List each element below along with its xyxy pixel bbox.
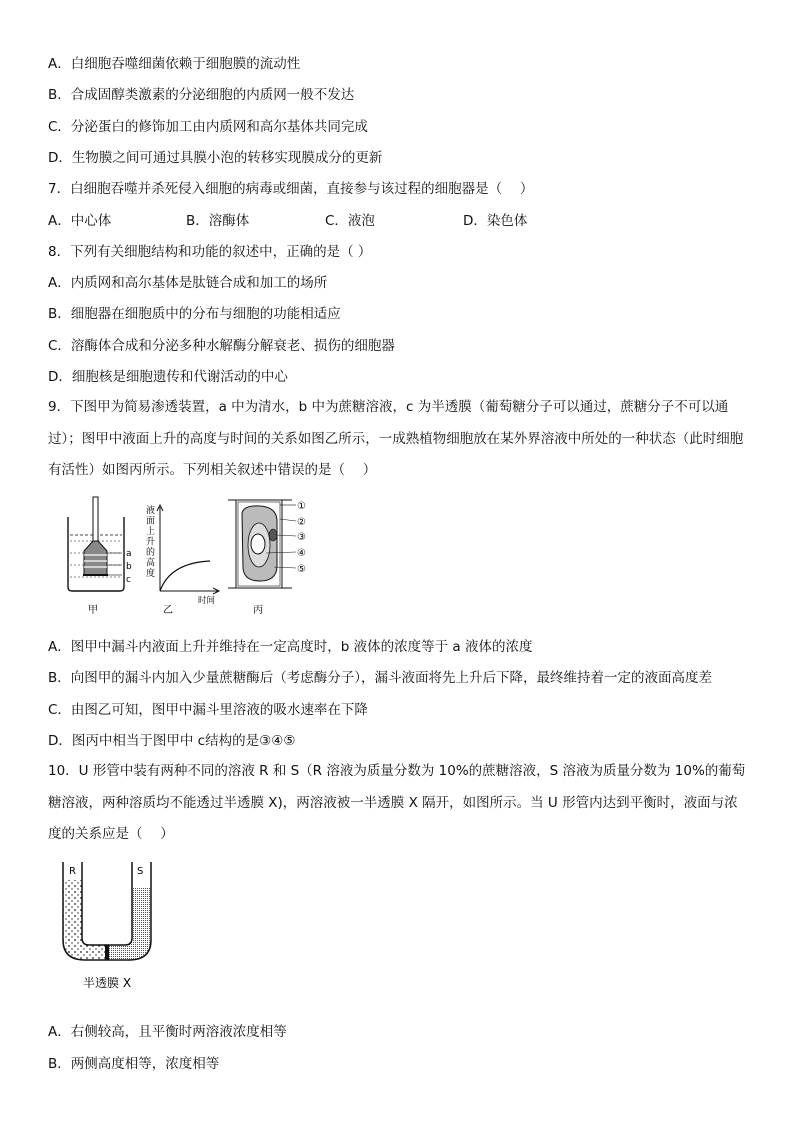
q9-bing-label-4: ④ (297, 548, 306, 559)
q9-bing-label-2: ② (297, 517, 306, 528)
q10-stem: 10．U 形管中装有两种不同的溶液 R 和 S（R 溶液为质量分数为 10%的蔗糖溶液，S 溶液为质量分数为 10%的葡萄糖溶液，两种溶质均不能透过半透膜 X)，两溶液被一半透膜 X 隔开，如图所示。当 U 形管内达到平衡时，液面与浓度的关系应是（ ） (48, 763, 746, 842)
q9-yi-caption: 乙 (163, 605, 173, 616)
q9-jia-label-c: c (126, 575, 131, 585)
q9-yi-xlabel: 时间 (198, 596, 216, 606)
q10-label-s: S (137, 866, 144, 877)
q9-figure (60, 495, 330, 630)
q10-option-b: B．两侧高度相等，浓度相等 (48, 1056, 220, 1072)
q9-figure-yi (146, 504, 219, 616)
q10-option-a: A．右侧较高，且平衡时两溶液浓度相等 (48, 1024, 287, 1040)
q9-stem: 9．下图甲为简易渗透装置，a 中为清水，b 中为蔗糖溶液，c 为半透膜（葡萄糖分子可以通过，蔗糖分子不可以通过）；图甲中液面上升的高度与时间的关系如图乙所示，一成熟植物细胞放在某外界溶液中所处的一种状态（此时细胞有活性）如图丙所示。下列相关叙述中错误的是（ ） (48, 399, 744, 478)
q6-option-c: C．分泌蛋白的修饰加工由内质网和高尔基体共同完成 (48, 119, 368, 135)
q10-label-r: R (69, 866, 76, 877)
q7-options (48, 212, 748, 230)
q6-option-a: A．白细胞吞噬细菌依赖于细胞膜的流动性 (48, 56, 301, 72)
q8-option-b: B．细胞器在细胞质中的分布与细胞的功能相适应 (48, 306, 341, 322)
q8-stem: 8．下列有关细胞结构和功能的叙述中，正确的是（ ） (48, 244, 372, 260)
q9-jia-label-a: a (126, 549, 132, 559)
q10-caption: 半透膜 X (83, 976, 132, 990)
q6-option-b: B．合成固醇类激素的分泌细胞的内质网一般不发达 (48, 87, 355, 103)
q7-option-b: B．溶酶体 (186, 213, 250, 229)
q7-option-c: C．液泡 (325, 213, 375, 229)
q7-option-a: A．中心体 (48, 213, 112, 229)
q9-jia-label-b: b (126, 562, 132, 572)
q9-option-d: D．图丙中相当于图甲中 c结构的是③④⑤ (48, 733, 296, 749)
q9-jia-caption: 甲 (88, 605, 98, 616)
q9-option-b: B．向图甲的漏斗内加入少量蔗糖酶后（考虑酶分子），漏斗液面将先上升后下降，最终维持着一定的液面高度差 (48, 670, 713, 686)
q9-figure-jia (68, 497, 132, 616)
q8-option-c: C．溶酶体合成和分泌多种水解酶分解衰老、损伤的细胞器 (48, 338, 395, 354)
q7-stem: 7．白细胞吞噬并杀死侵入细胞的病毒或细菌，直接参与该过程的细胞器是（ ） (48, 181, 534, 197)
q8-option-d: D．细胞核是细胞遗传和代谢活动的中心 (48, 369, 288, 385)
q9-yi-ylabel: 液面上升的高度 (146, 506, 156, 579)
q9-option-c: C．由图乙可知，图甲中漏斗里溶液的吸水速率在下降 (48, 702, 368, 718)
q7-option-d: D．染色体 (463, 213, 528, 229)
q10-u-tube-figure (55, 860, 165, 995)
q9-bing-label-3: ③ (297, 532, 306, 543)
q9-bing-label-1: ① (297, 501, 306, 512)
q6-option-d: D．生物膜之间可通过具膜小泡的转移实现膜成分的更新 (48, 150, 383, 166)
q8-option-a: A．内质网和高尔基体是肽链合成和加工的场所 (48, 275, 328, 291)
q9-bing-label-5: ⑤ (297, 564, 306, 575)
q9-figure-bing (228, 500, 306, 616)
q9-option-a: A．图甲中漏斗内液面上升并维持在一定高度时，b 液体的浓度等于 a 液体的浓度 (48, 639, 533, 655)
q9-bing-caption: 丙 (253, 605, 263, 616)
